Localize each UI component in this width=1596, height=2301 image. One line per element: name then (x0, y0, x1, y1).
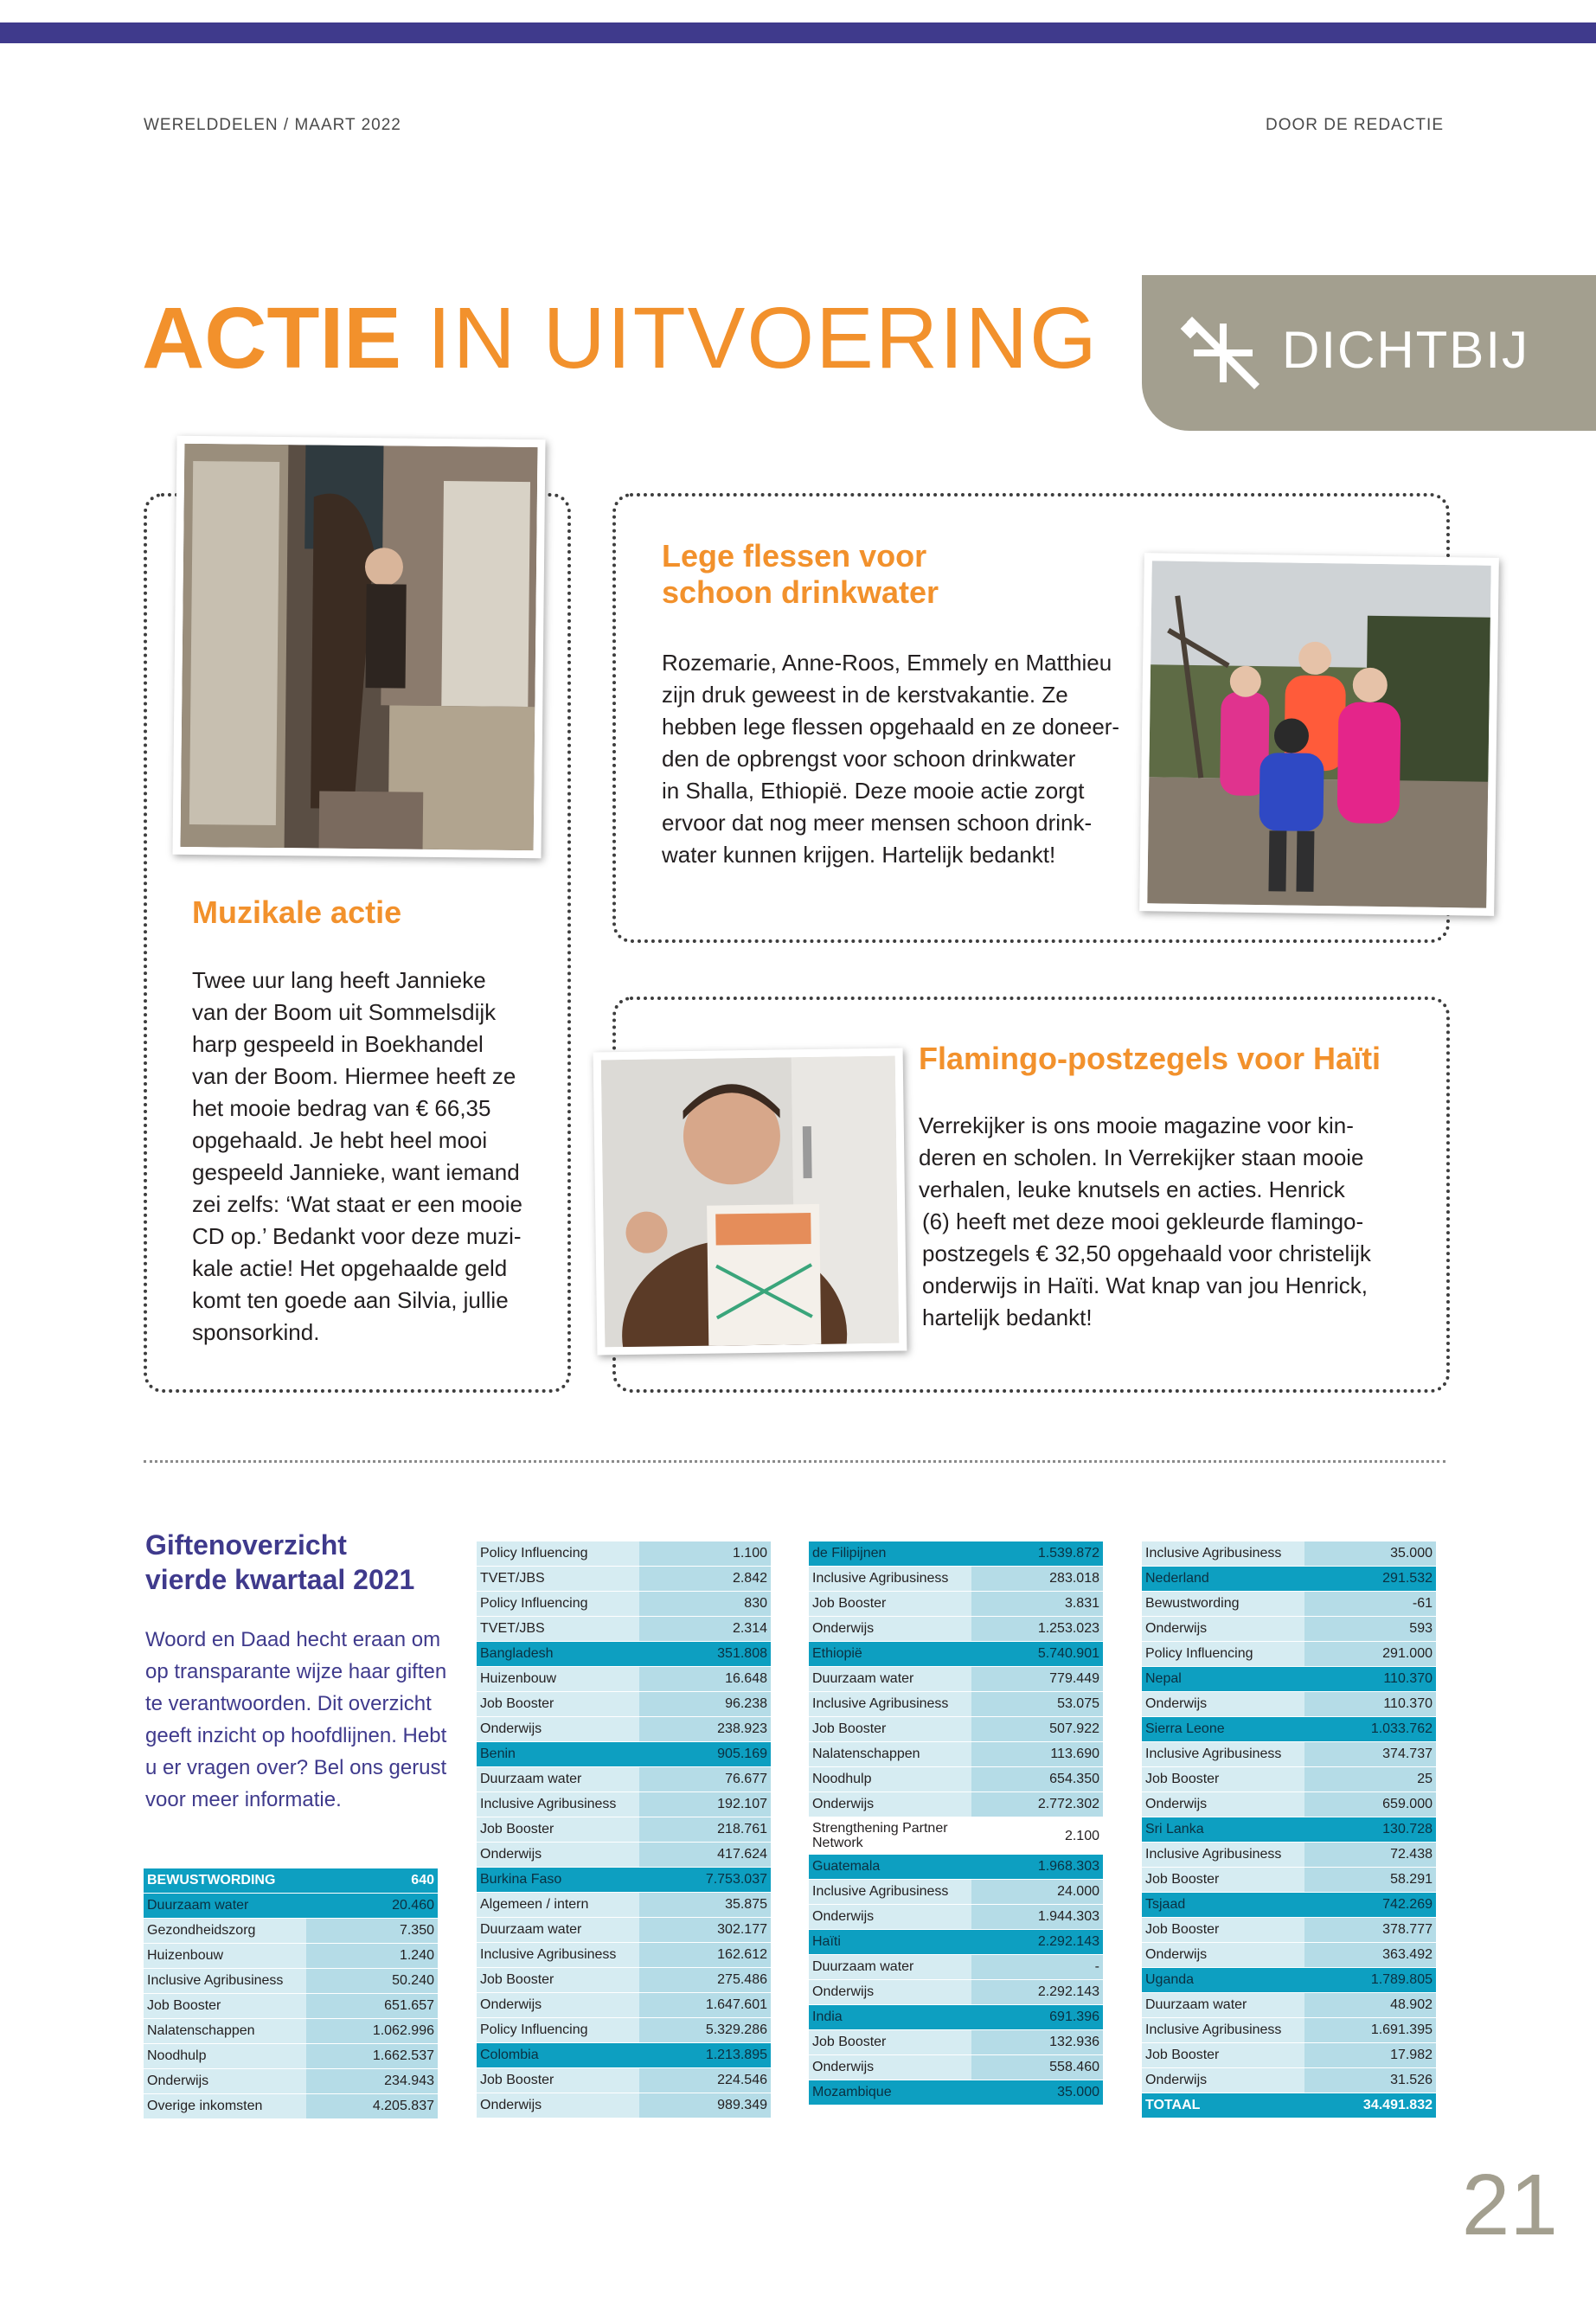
row-label: Strengthening Partner Network (809, 1817, 971, 1855)
row-amount: 2.292.143 (971, 1980, 1103, 2005)
text-line: den de opbrengst voor schoon drinkwater (662, 746, 1076, 772)
row-amount: 110.370 (1304, 1667, 1436, 1692)
table-row (1142, 1943, 1436, 1968)
table-row (144, 2094, 438, 2119)
row-amount: 130.728 (1304, 1817, 1436, 1843)
row-amount: 1.033.762 (1304, 1717, 1436, 1742)
row-label: Ethiopië (809, 1642, 971, 1667)
row-amount: 192.107 (639, 1792, 771, 1817)
table-row (1142, 1767, 1436, 1792)
row-label: Duurzaam water (809, 1667, 971, 1692)
table-row (809, 1541, 1103, 1567)
table-row (809, 1567, 1103, 1592)
table-row (1142, 1541, 1436, 1567)
row-label: Onderwijs (809, 1980, 971, 2005)
row-amount: 24.000 (971, 1880, 1103, 1905)
table-row (477, 1692, 771, 1717)
row-label: de Filipijnen (809, 1541, 971, 1567)
text-line: in Shalla, Ethiopië. Deze mooie actie zorgt (662, 778, 1085, 804)
row-label: Inclusive Agribusiness (1142, 1541, 1304, 1567)
table-row (1142, 1567, 1436, 1592)
table-row (809, 1880, 1103, 1905)
title-light: IN UITVOERING (401, 290, 1099, 387)
row-amount: 291.532 (1304, 1567, 1436, 1592)
row-label: Onderwijs (1142, 1943, 1304, 1968)
row-label: TVET/JBS (477, 1567, 639, 1592)
row-amount: 1.662.537 (306, 2044, 438, 2069)
row-amount: 48.902 (1304, 1993, 1436, 2018)
text-line: zei zelfs: ‘Wat staat er een mooie (192, 1191, 522, 1217)
row-amount: 1.539.872 (971, 1541, 1103, 1567)
article-title-flessen (662, 538, 939, 611)
gifts-table-1 (144, 1868, 438, 2119)
text-line: sponsorkind. (192, 1319, 320, 1345)
row-amount: 35.000 (971, 2080, 1103, 2106)
row-amount: 76.677 (639, 1767, 771, 1792)
row-label: Onderwijs (1142, 1617, 1304, 1642)
text-line: verhalen, leuke knutsels en acties. Henrick (919, 1176, 1345, 1202)
table-row (1142, 1993, 1436, 2018)
table-row (477, 1767, 771, 1792)
text-line: CD op.’ Bedankt voor deze muzi- (192, 1223, 522, 1249)
text-line: harp gespeeld in Boekhandel (192, 1031, 484, 1057)
text-line: hartelijk bedankt! (922, 1304, 1093, 1330)
row-label: Onderwijs (809, 1792, 971, 1817)
title-line: vierde kwartaal 2021 (145, 1564, 415, 1595)
row-amount: 132.936 (971, 2030, 1103, 2055)
row-amount: 291.000 (1304, 1642, 1436, 1667)
row-amount: 1.691.395 (1304, 2018, 1436, 2043)
row-label: Duurzaam water (477, 1767, 639, 1792)
row-label: BEWUSTWORDING (144, 1868, 306, 1894)
table-row (477, 1592, 771, 1617)
row-amount: 20.460 (306, 1894, 438, 1919)
table-row (809, 1817, 1103, 1855)
article-body-flamingo (919, 1110, 1429, 1334)
title-line: Lege flessen voor (662, 538, 927, 574)
row-label: Policy Influencing (1142, 1642, 1304, 1667)
row-amount: 1.968.303 (971, 1855, 1103, 1880)
table-row (477, 2068, 771, 2093)
row-amount: 283.018 (971, 1567, 1103, 1592)
text-line: onderwijs in Haïti. Wat knap van jou Henrick, (922, 1272, 1368, 1298)
table-row (1142, 1592, 1436, 1617)
row-label: Gezondheidszorg (144, 1919, 306, 1944)
table-row (144, 1919, 438, 1944)
table-row (809, 1717, 1103, 1742)
row-label: Onderwijs (477, 1717, 639, 1742)
row-amount: 96.238 (639, 1692, 771, 1717)
page-number: 21 (1461, 2157, 1558, 2253)
row-amount: 113.690 (971, 1742, 1103, 1767)
row-label: Inclusive Agribusiness (477, 1943, 639, 1968)
row-amount: 417.624 (639, 1843, 771, 1868)
row-amount: 17.982 (1304, 2043, 1436, 2068)
text-line: geeft inzicht op hoofdlijnen. Hebt (145, 1724, 447, 1747)
row-label: Huizenbouw (477, 1667, 639, 1692)
row-label: Onderwijs (477, 2093, 639, 2118)
row-label: Policy Influencing (477, 2018, 639, 2043)
row-label: Algemeen / intern (477, 1893, 639, 1918)
row-label: Noodhulp (144, 2044, 306, 2069)
row-amount: 35.000 (1304, 1541, 1436, 1567)
row-amount: - (971, 1955, 1103, 1980)
text-line: deren en scholen. In Verrekijker staan mooie (919, 1144, 1364, 1170)
giften-title (145, 1528, 414, 1597)
row-amount: 31.526 (1304, 2068, 1436, 2093)
row-label: Job Booster (1142, 1767, 1304, 1792)
table-row (477, 1642, 771, 1667)
gifts-table-4 (1142, 1541, 1436, 2118)
table-row (1142, 1843, 1436, 1868)
running-head-section: WERELDDELEN / MAART 2022 (144, 116, 401, 134)
row-amount: 162.612 (639, 1943, 771, 1968)
table-row (809, 1692, 1103, 1717)
table-row (477, 1617, 771, 1642)
row-label: Sierra Leone (1142, 1717, 1304, 1742)
table-row (809, 1792, 1103, 1817)
table-row (1142, 1692, 1436, 1717)
table-row (1142, 2093, 1436, 2118)
text-line: Rozemarie, Anne-Roos, Emmely en Matthieu (662, 650, 1112, 676)
row-amount: 58.291 (1304, 1868, 1436, 1893)
table-row (144, 2069, 438, 2094)
table-row (477, 1567, 771, 1592)
text-line: op transparante wijze haar giften (145, 1660, 447, 1683)
row-amount: 224.546 (639, 2068, 771, 2093)
row-amount: 4.205.837 (306, 2094, 438, 2119)
table-row (477, 1918, 771, 1943)
row-amount: -61 (1304, 1592, 1436, 1617)
table-row (144, 1969, 438, 1994)
row-amount: 659.000 (1304, 1792, 1436, 1817)
row-label: Policy Influencing (477, 1592, 639, 1617)
row-label: Job Booster (809, 2030, 971, 2055)
row-label: Onderwijs (477, 1993, 639, 2018)
table-row (477, 2043, 771, 2068)
row-amount: 2.314 (639, 1617, 771, 1642)
row-label: Onderwijs (144, 2069, 306, 2094)
table-row (809, 1905, 1103, 1930)
text-line: postzegels € 32,50 opgehaald voor christelijk (922, 1240, 1371, 1266)
row-label: Inclusive Agribusiness (1142, 1843, 1304, 1868)
article-title-muzikale: Muzikale actie (192, 894, 402, 930)
table-row (477, 2093, 771, 2118)
table-row (809, 2030, 1103, 2055)
table-row (1142, 1817, 1436, 1843)
table-row (1142, 1918, 1436, 1943)
text-line: Woord en Daad hecht eraan om (145, 1628, 441, 1651)
row-amount: 378.777 (1304, 1918, 1436, 1943)
text-line: zijn druk geweest in de kerstvakantie. Ze (662, 682, 1068, 708)
row-label: Policy Influencing (477, 1541, 639, 1567)
row-label: Overige inkomsten (144, 2094, 306, 2119)
row-label: Onderwijs (809, 2055, 971, 2080)
row-label: Inclusive Agribusiness (809, 1880, 971, 1905)
row-amount: 110.370 (1304, 1692, 1436, 1717)
photo-children-garden (1139, 553, 1499, 916)
table-row (477, 1667, 771, 1692)
row-label: Job Booster (477, 1968, 639, 1993)
text-line: hebben lege flessen opgehaald en ze doneer- (662, 714, 1120, 740)
table-row (477, 1993, 771, 2018)
row-amount: 593 (1304, 1617, 1436, 1642)
row-amount: 2.772.302 (971, 1792, 1103, 1817)
photo-harp (172, 436, 545, 858)
row-amount: 1.062.996 (306, 2019, 438, 2044)
running-head-author: DOOR DE REDACTIE (1265, 116, 1444, 134)
table-row (144, 1868, 438, 1894)
article-body-flessen (662, 647, 1129, 871)
row-amount: 640 (306, 1868, 438, 1894)
table-row (809, 1980, 1103, 2005)
row-label: Nalatenschappen (809, 1742, 971, 1767)
row-amount: 50.240 (306, 1969, 438, 1994)
row-amount: 989.349 (639, 2093, 771, 2118)
row-label: Onderwijs (477, 1843, 639, 1868)
table-row (144, 1944, 438, 1969)
row-label: Bewustwording (1142, 1592, 1304, 1617)
row-amount: 5.740.901 (971, 1642, 1103, 1667)
table-row (1142, 1667, 1436, 1692)
row-label: Job Booster (477, 1692, 639, 1717)
text-line: Verrekijker is ons mooie magazine voor kin- (919, 1112, 1354, 1138)
row-label: Burkina Faso (477, 1868, 639, 1893)
row-label: Inclusive Agribusiness (477, 1792, 639, 1817)
table-row (809, 1930, 1103, 1955)
row-amount: 1.944.303 (971, 1905, 1103, 1930)
row-label: Sri Lanka (1142, 1817, 1304, 1843)
table-row (1142, 1642, 1436, 1667)
row-amount: 7.753.037 (639, 1868, 771, 1893)
section-divider (144, 1460, 1445, 1463)
title-line: Giftenoverzicht (145, 1529, 347, 1561)
text-line: komt ten goede aan Silvia, jullie (192, 1287, 509, 1313)
row-label: Nepal (1142, 1667, 1304, 1692)
row-amount: 7.350 (306, 1919, 438, 1944)
gifts-table-3 (809, 1541, 1103, 2106)
table-row (477, 1893, 771, 1918)
text-line: Twee uur lang heeft Jannieke (192, 967, 486, 993)
text-line: van der Boom uit Sommelsdijk (192, 999, 497, 1025)
row-amount: 16.648 (639, 1667, 771, 1692)
row-label: Onderwijs (1142, 1792, 1304, 1817)
row-label: Colombia (477, 2043, 639, 2068)
row-amount: 2.100 (971, 1817, 1103, 1855)
row-amount: 363.492 (1304, 1943, 1436, 1968)
row-label: Job Booster (1142, 1918, 1304, 1943)
row-label: Job Booster (1142, 1868, 1304, 1893)
row-label: Tsjaad (1142, 1893, 1304, 1918)
table-row (144, 2019, 438, 2044)
table-row (1142, 1868, 1436, 1893)
photo-boy-stamps (593, 1048, 907, 1356)
row-amount: 1.647.601 (639, 1993, 771, 2018)
row-amount: 779.449 (971, 1667, 1103, 1692)
section-tab-label: DICHTBIJ (1282, 321, 1529, 379)
row-label: Onderwijs (1142, 2068, 1304, 2093)
row-label: Haïti (809, 1930, 971, 1955)
row-amount: 234.943 (306, 2069, 438, 2094)
text-line: u er vragen over? Bel ons gerust (145, 1756, 447, 1779)
text-line: voor meer informatie. (145, 1788, 342, 1811)
text-line: kale actie! Het opgehaalde geld (192, 1255, 508, 1281)
table-row (809, 1767, 1103, 1792)
text-line: (6) heeft met deze mooi gekleurde flamingo- (922, 1208, 1364, 1234)
table-row (477, 1843, 771, 1868)
table-row (144, 1894, 438, 1919)
table-row (809, 1855, 1103, 1880)
row-label: Bangladesh (477, 1642, 639, 1667)
table-row (477, 2018, 771, 2043)
row-label: Job Booster (477, 1817, 639, 1843)
article-title-flamingo: Flamingo-postzegels voor Haïti (919, 1041, 1381, 1076)
section-tab (1142, 275, 1596, 431)
row-label: Onderwijs (809, 1617, 971, 1642)
row-amount: 351.808 (639, 1642, 771, 1667)
title-bold: ACTIE (142, 290, 401, 387)
table-row (477, 1541, 771, 1567)
table-row (477, 1717, 771, 1742)
row-label: TVET/JBS (477, 1617, 639, 1642)
text-line: van der Boom. Hiermee heeft ze (192, 1063, 516, 1089)
table-row (809, 1617, 1103, 1642)
row-amount: 1.789.805 (1304, 1968, 1436, 1993)
row-amount: 53.075 (971, 1692, 1103, 1717)
row-label: Uganda (1142, 1968, 1304, 1993)
row-label: Mozambique (809, 2080, 971, 2106)
row-label: Job Booster (477, 2068, 639, 2093)
arrows-inward-icon (1180, 311, 1266, 394)
row-label: Onderwijs (1142, 1692, 1304, 1717)
table-row (809, 1592, 1103, 1617)
table-row (1142, 1893, 1436, 1918)
row-label: Duurzaam water (477, 1918, 639, 1943)
table-row (809, 1642, 1103, 1667)
table-row (1142, 1742, 1436, 1767)
row-label: Nederland (1142, 1567, 1304, 1592)
row-label: Job Booster (144, 1994, 306, 2019)
row-label: Inclusive Agribusiness (809, 1567, 971, 1592)
row-amount: 72.438 (1304, 1843, 1436, 1868)
table-row (1142, 1968, 1436, 1993)
table-row (809, 2005, 1103, 2030)
table-row (477, 1742, 771, 1767)
article-body-muzikale (192, 965, 547, 1349)
row-label: Inclusive Agribusiness (1142, 1742, 1304, 1767)
table-row (477, 1968, 771, 1993)
row-amount: 1.240 (306, 1944, 438, 1969)
table-row (477, 1943, 771, 1968)
table-row (1142, 2043, 1436, 2068)
row-amount: 1.253.023 (971, 1617, 1103, 1642)
row-label: India (809, 2005, 971, 2030)
row-amount: 275.486 (639, 1968, 771, 1993)
row-label: Inclusive Agribusiness (1142, 2018, 1304, 2043)
row-amount: 654.350 (971, 1767, 1103, 1792)
row-label: Huizenbouw (144, 1944, 306, 1969)
row-amount: 302.177 (639, 1918, 771, 1943)
row-amount: 34.491.832 (1304, 2093, 1436, 2118)
row-label: Guatemala (809, 1855, 971, 1880)
row-label: Noodhulp (809, 1767, 971, 1792)
table-row (809, 1667, 1103, 1692)
table-row (1142, 2018, 1436, 2043)
row-amount: 651.657 (306, 1994, 438, 2019)
row-amount: 1.100 (639, 1541, 771, 1567)
row-amount: 691.396 (971, 2005, 1103, 2030)
text-line: opgehaald. Je hebt heel mooi (192, 1127, 488, 1153)
row-amount: 742.269 (1304, 1893, 1436, 1918)
row-amount: 2.292.143 (971, 1930, 1103, 1955)
table-row (1142, 1717, 1436, 1742)
title-line: schoon drinkwater (662, 574, 939, 610)
table-row (809, 2055, 1103, 2080)
row-amount: 905.169 (639, 1742, 771, 1767)
page-title (142, 291, 1099, 386)
row-label: Duurzaam water (1142, 1993, 1304, 2018)
text-line: het mooie bedrag van € 66,35 (192, 1095, 491, 1121)
row-label: Inclusive Agribusiness (144, 1969, 306, 1994)
row-amount: 5.329.286 (639, 2018, 771, 2043)
row-label: Nalatenschappen (144, 2019, 306, 2044)
row-label: TOTAAL (1142, 2093, 1304, 2118)
table-row (144, 2044, 438, 2069)
row-amount: 218.761 (639, 1817, 771, 1843)
text-line: gespeeld Jannieke, want iemand (192, 1159, 520, 1185)
row-label: Job Booster (809, 1592, 971, 1617)
row-amount: 25 (1304, 1767, 1436, 1792)
table-row (809, 1955, 1103, 1980)
table-row (1142, 1617, 1436, 1642)
row-label: Duurzaam water (144, 1894, 306, 1919)
row-amount: 1.213.895 (639, 2043, 771, 2068)
table-row (1142, 1792, 1436, 1817)
gifts-table-2 (477, 1541, 771, 2118)
row-label: Duurzaam water (809, 1955, 971, 1980)
row-amount: 558.460 (971, 2055, 1103, 2080)
giften-intro (145, 1624, 465, 1816)
row-amount: 507.922 (971, 1717, 1103, 1742)
top-color-bar (0, 22, 1596, 43)
table-row (144, 1994, 438, 2019)
table-row (809, 1742, 1103, 1767)
row-label: Job Booster (1142, 2043, 1304, 2068)
table-row (477, 1792, 771, 1817)
table-row (809, 2080, 1103, 2106)
row-amount: 374.737 (1304, 1742, 1436, 1767)
table-row (1142, 2068, 1436, 2093)
text-line: te verantwoorden. Dit overzicht (145, 1692, 432, 1715)
row-label: Onderwijs (809, 1905, 971, 1930)
row-label: Benin (477, 1742, 639, 1767)
row-label: Job Booster (809, 1717, 971, 1742)
row-label: Inclusive Agribusiness (809, 1692, 971, 1717)
row-amount: 3.831 (971, 1592, 1103, 1617)
table-row (477, 1868, 771, 1893)
text-line: ervoor dat nog meer mensen schoon drink- (662, 810, 1093, 836)
row-amount: 238.923 (639, 1717, 771, 1742)
row-amount: 830 (639, 1592, 771, 1617)
row-amount: 2.842 (639, 1567, 771, 1592)
row-amount: 35.875 (639, 1893, 771, 1918)
text-line: water kunnen krijgen. Hartelijk bedankt! (662, 842, 1056, 868)
table-row (477, 1817, 771, 1843)
